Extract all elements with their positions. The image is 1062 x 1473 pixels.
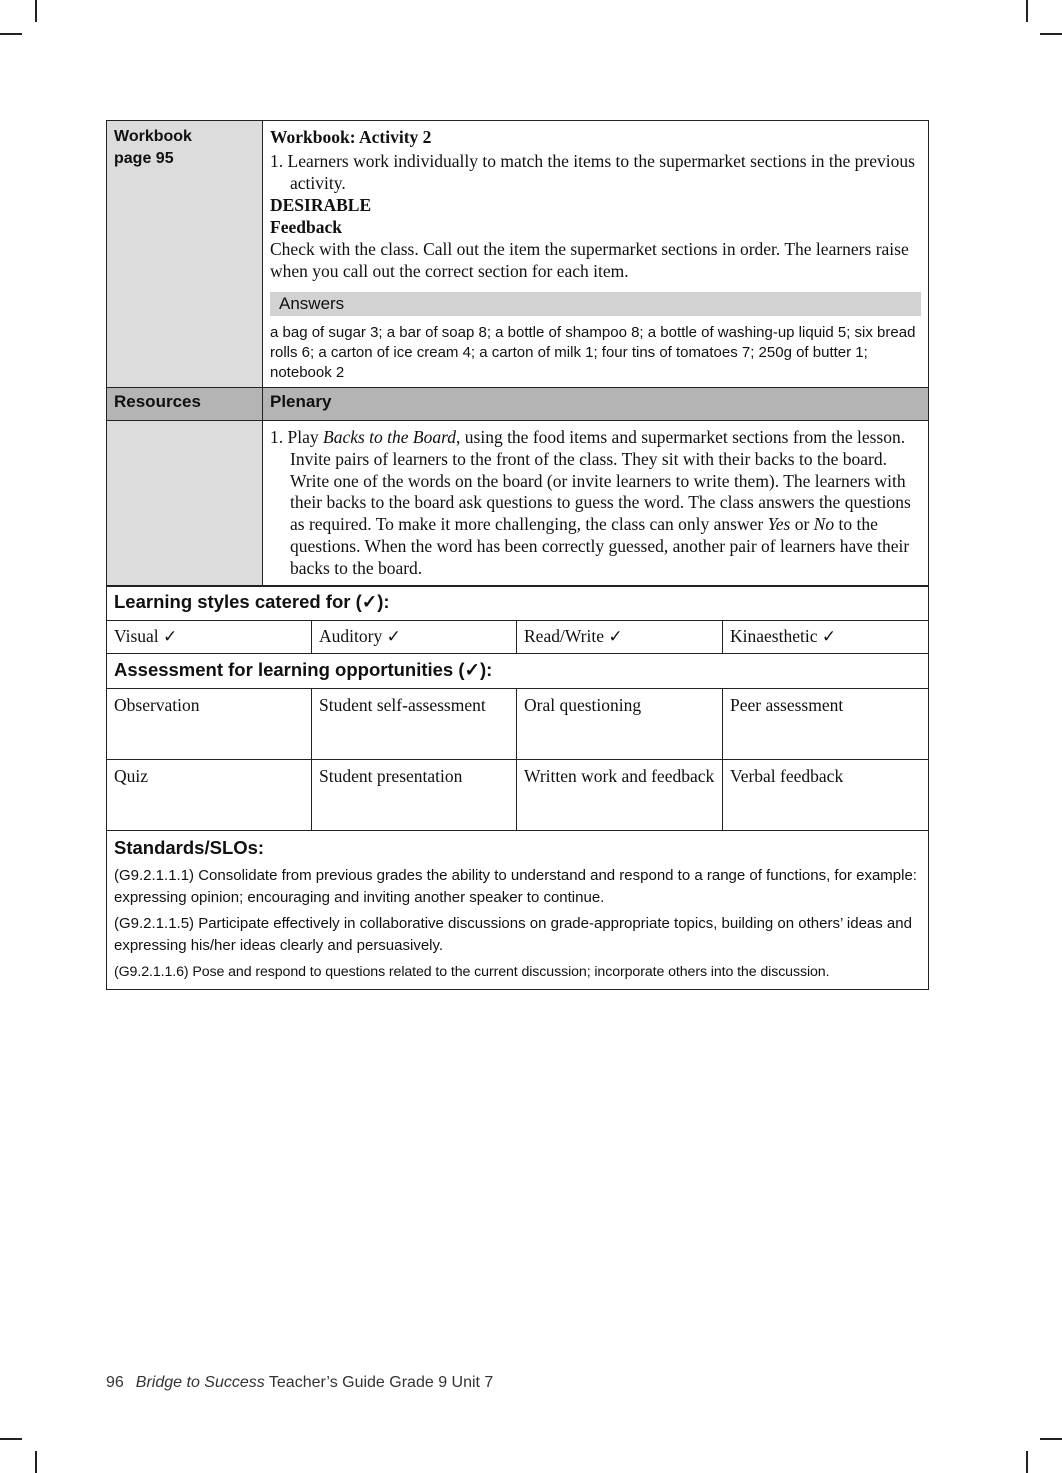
crop-mark (1026, 1451, 1028, 1473)
learning-style-kinaesthetic (723, 621, 929, 654)
assessment-option: Student presentation (312, 760, 517, 831)
standard-item: (G9.2.1.1.6) Pose and respond to questions related to the current discussion; incorporate others into the discussion. (114, 964, 830, 981)
or-word: or (790, 514, 814, 535)
learning-style-label: Kinaesthetic (730, 626, 818, 647)
crop-mark (1040, 33, 1062, 35)
learning-style-read-write (517, 621, 723, 654)
desirable-label: DESIRABLE (270, 195, 372, 215)
workbook-activity-cell (263, 121, 929, 388)
learning-style-label: Read/Write (524, 626, 604, 647)
crop-mark (0, 1438, 22, 1440)
lesson-plan-sheet (106, 120, 928, 990)
assessment-title-row (107, 654, 929, 689)
plenary-heading: Plenary (263, 388, 929, 421)
assessment-option: Quiz (107, 760, 312, 831)
assessment-option: Oral questioning (517, 689, 723, 760)
feedback-text: Check with the class. Call out the item the supermarket sections in order. The learners raise when you call out the correct section for each item. (270, 239, 909, 281)
resources-cell (107, 421, 263, 587)
assessment-title: Assessment for learning opportunities (✓): (107, 654, 929, 689)
plenary-header-row (107, 388, 929, 421)
game-name: Backs to the Board (323, 427, 457, 447)
book-title: Bridge to Success (135, 1374, 265, 1391)
standards-title: Standards/SLOs: (114, 837, 265, 859)
no-word: No (813, 514, 835, 535)
learning-style-label: Visual (114, 626, 159, 647)
workbook-label: Workbook (114, 128, 192, 145)
learning-styles-title-row (107, 586, 929, 621)
workbook-row (107, 121, 929, 388)
lesson-plan-table-top (106, 120, 929, 587)
checkmark-icon: ✓ (163, 627, 178, 648)
learning-style-auditory (312, 621, 517, 654)
page-footer (106, 1374, 493, 1392)
lesson-plan-table-bottom (106, 585, 929, 990)
standard-item: (G9.2.1.1.1) Consolidate from previous grades the ability to understand and respond to a range of functions, for example: expressing opinion; encouraging and inviting another speaker to continue. (114, 867, 917, 907)
learning-style-visual (107, 621, 312, 654)
assessment-option: Student self-assessment (312, 689, 517, 760)
yes-word: Yes (767, 514, 791, 535)
learning-style-label: Auditory (319, 626, 383, 647)
standard-item: (G9.2.1.1.5) Participate effectively in collaborative discussions on grade-appropriate topics, building on others’ ideas and expressing his/her ideas clearly and persuasively. (114, 915, 912, 955)
assessment-option: Verbal feedback (723, 760, 929, 831)
workbook-page-label: page 95 (114, 150, 174, 167)
crop-mark (1040, 1438, 1062, 1440)
assessment-row-2 (107, 760, 929, 831)
standards-cell (107, 831, 929, 990)
checkmark-icon: ✓ (386, 627, 401, 648)
activity-title: Workbook: Activity 2 (270, 127, 432, 147)
standards-row (107, 831, 929, 990)
crop-mark (1026, 0, 1028, 22)
crop-mark (35, 0, 37, 22)
plenary-step-end: to the questions. When the word has been correctly guessed, another pair of learners have their backs to the board. (290, 514, 910, 578)
learning-styles-row (107, 621, 929, 654)
assessment-row-1 (107, 689, 929, 760)
answers-text: a bag of sugar 3; a bar of soap 8; a bottle of shampoo 8; a bottle of washing-up liquid 5; six bread rolls 6; a carton of ice cream 4; a carton of milk 1; four tins of tomatoes 7; 250g of butter 1; notebook 2 (270, 324, 916, 381)
plenary-step-intro: 1. Play (270, 427, 323, 447)
activity-step-1: 1. Learners work individually to match the items to the supermarket sections in the previous activity. (270, 151, 915, 193)
checkmark-icon: ✓ (608, 627, 623, 648)
book-subtitle: Teacher’s Guide Grade 9 Unit 7 (264, 1374, 494, 1391)
crop-mark (35, 1451, 37, 1473)
assessment-option: Peer assessment (723, 689, 929, 760)
workbook-side-cell (107, 121, 263, 388)
resources-heading: Resources (107, 388, 263, 421)
plenary-step-1 (270, 427, 921, 580)
assessment-option: Written work and feedback (517, 760, 723, 831)
page-number: 96 (106, 1374, 124, 1391)
feedback-heading: Feedback (270, 217, 342, 237)
plenary-row (107, 421, 929, 587)
learning-styles-title: Learning styles catered for (✓): (107, 586, 929, 621)
plenary-cell (263, 421, 929, 587)
answers-heading: Answers (270, 292, 921, 316)
assessment-option: Observation (107, 689, 312, 760)
crop-mark (0, 33, 22, 35)
plenary-step-text: , using the food items and supermarket sections from the lesson. Invite pairs of learners to the front of the class. They sit with their backs to the board. Write one of the words on the board (or invite learners to write them). The learners with their backs to the board ask questions to guess the word. The class answers the questions as required. To make it more challenging, the class can only answer (290, 427, 911, 535)
checkmark-icon: ✓ (821, 627, 837, 648)
